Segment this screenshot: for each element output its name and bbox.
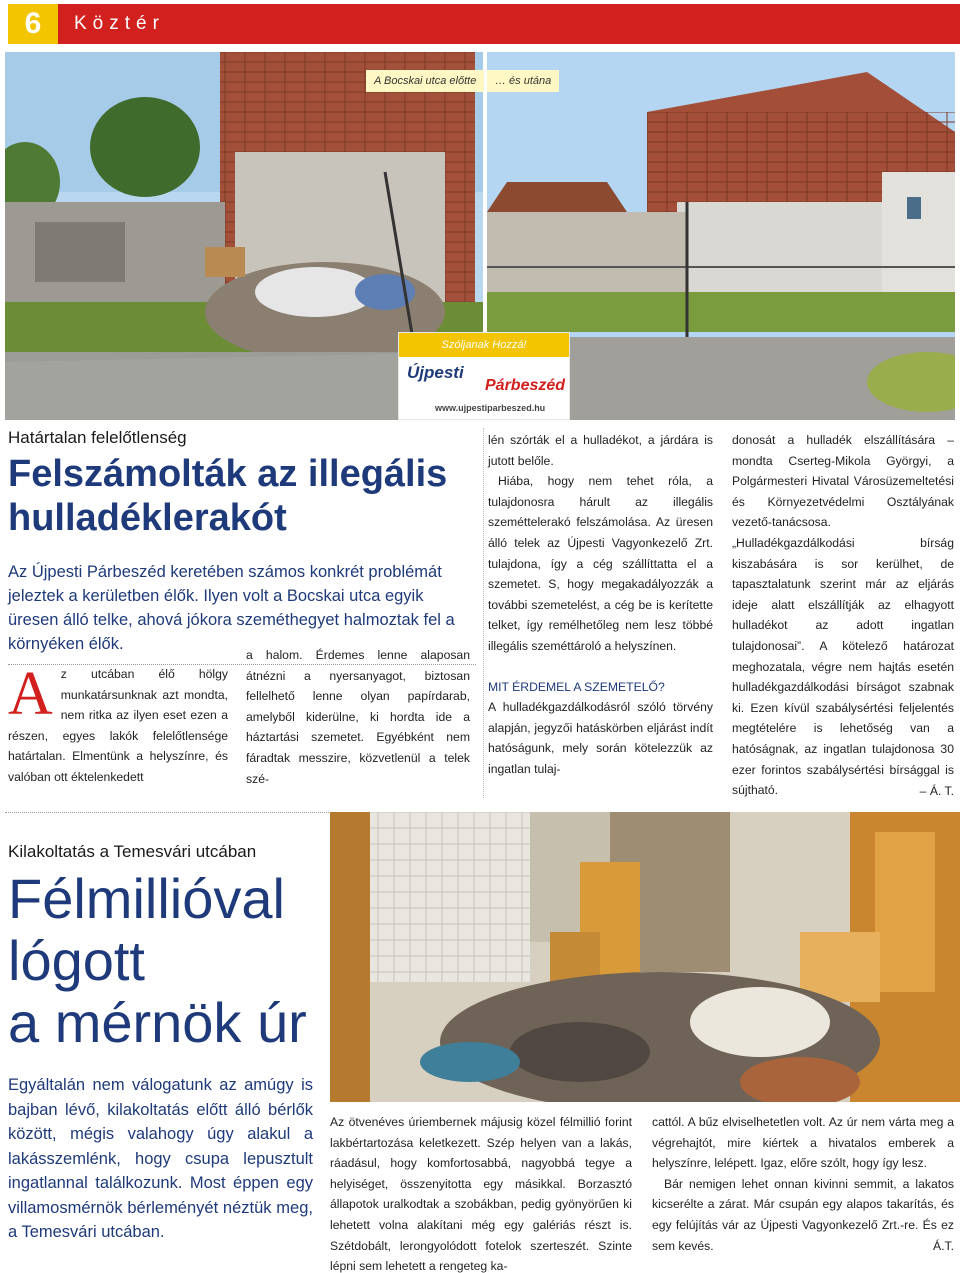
column-divider bbox=[483, 428, 484, 798]
badge-url: www.ujpestiparbeszed.hu bbox=[435, 403, 546, 413]
article2-lead: Egyáltalán nem válogatunk az amúgy is bajban lévő, kilakoltatás előtt álló bérlők között, mégis valahogy úgy alakul a lakásszemlénk, hogy csupa lepusztult ingatlannal találkozunk. Most éppen egy villamosmérnök bérleményét néztük meg, a Temesvári utcában. bbox=[8, 1076, 313, 1241]
article1-col4-p1: donosát a hulladék elszállítására – mondta Cserteg-Mikola Györgyi, a Polgármesteri Hivatal Városüzemeltetési és Környezetvédelmi Osztályának vezető-tanácsosa. „Hulladékgazdálkodási bírság kiszabására is sor kerülhet, de tapasztalatunk szerint már az eljárás ideje alatt elszállítják az elhagyott hulladékot az adott ingatlan tulajdonosai”. A kötelező határozat meghozatala, végre nem hajtás esetén hulladékgazdálkodási bírságot szabnak ki. Ezen kívül szabálysértési feljelentés megtételére is lehetőség van a hatóságnak, az ingatlan tulajdonosa 30 ezer forintos szabálysértési bírsággal is sújtható. bbox=[732, 433, 954, 798]
article1-col3-p2: Hiába, hogy nem tehet róla, a tulajdonosra hárult az illegális szeméttelerakó felszámolása. Az üresen álló telek az Újpesti Vagyonkezelő Zrt. tulajdona, így a cég szállíttatta el a szemetet. S, hogy megakadályozzák a további szemetelést, a cég be is kerítette telket, így remélhetőleg nem lesz többé illegális szeméttároló a helyszínen. bbox=[488, 474, 713, 653]
article1-col3-subhead: MIT ÉRDEMEL A SZEMETELŐ? bbox=[488, 679, 665, 694]
article2-col2-p2: Bár nemigen lehet onnan kivinni semmit, a lakatos kicserélte a zárat. Már csupán egy alapos takarítás, és egy felújítás vár az Újpesti Vagyonkezelő Zrt.-re. És ez sem kevés. bbox=[652, 1176, 954, 1253]
badge-logo-line2: Párbeszéd bbox=[485, 377, 566, 394]
article2-headline bbox=[8, 868, 338, 1054]
badge-tagline: Szóljanak Hozzá! bbox=[399, 333, 569, 357]
article2-col1-text: Az ötvenéves úriembernek májusig közel félmillió forint lakbértartozása keletkezett. Szép helyen van a lakás, ráadásul, hogy komfortosabbá, nagyobbá tegye a helyiséget, összenyitotta egy másikkal. Borzasztó állapotok uralkodtak a szobákban, pedig gyönyörűen ki lehetett volna alakítani még egy galériás részt is. Szétdobált, lerongyolódott fotelok szerteszét. Szinte lépni sem lehetett a rengeteg ka- bbox=[330, 1115, 632, 1273]
photo-apartment bbox=[330, 812, 960, 1102]
article1-kicker: Határtalan felelőtlenség bbox=[8, 428, 187, 447]
caption-after: … és utána bbox=[487, 70, 559, 92]
article1-headline: Felszámolták az illegális hulladéklerakót bbox=[8, 453, 448, 539]
article1-col3-p1: lén szórták el a hulladékot, a járdára is jutott belőle. bbox=[488, 433, 713, 468]
article1-col2-text: a halom. Érdemes lenne alaposan átnézni a nyersanyagot, biztosan fellelhető lenne olyan papírdarab, amelyből kiderülne, ki hordta ide a háztartási szemetet. Egyébként nem fáradtak messzire, közvetlenül a telek szé- bbox=[246, 648, 470, 786]
article1-lead: Az Újpesti Párbeszéd keretében számos konkrét problémát jeleztek a kerületben élők. Ilyen volt a Bocskai utca egyik üresen álló telke, ahová jókora szeméthegyet halmoztak fel a környéken élők. bbox=[8, 563, 455, 653]
article1-col1 bbox=[8, 660, 228, 788]
page-header bbox=[0, 0, 960, 44]
article1-col2 bbox=[246, 645, 470, 789]
ujpesti-parbeszed-badge bbox=[398, 332, 570, 420]
article1-signature: – Á. T. bbox=[919, 783, 954, 798]
badge-logo-line1: Újpesti bbox=[407, 363, 464, 382]
article2-col1 bbox=[330, 1112, 632, 1273]
article1-col1-text: z utcában élő hölgy munkatársunknak azt mondta, nem ritka az ilyen eset ezen a részen, egyes lakók felelőtlensége határtalan. Elmentünk a helyszínre, és valóban ott éktelenkedett bbox=[8, 667, 228, 784]
page-number: 6 bbox=[8, 4, 58, 44]
article1-col3 bbox=[488, 430, 713, 780]
article1-col4 bbox=[732, 430, 954, 801]
article1-col3-p3: A hulladékgazdálkodásról szóló törvény alapján, jegyzői hatáskörben eljárást indít hatóságunk, mely során kötelezzük az ingatlan tulaj- bbox=[488, 700, 713, 776]
caption-before: A Bocskai utca előtte bbox=[366, 70, 484, 92]
article2-signature: Á.T. bbox=[933, 1239, 954, 1254]
article2-col2-p1: cattól. A bűz elviselhetetlen volt. Az úr nem várta meg a végrehajtót, mire kiértek a hivatalos emberek a helyszínre, lelépett. Igaz, előre szólt, hogy így lesz. bbox=[652, 1115, 954, 1171]
article2-headline-l2: lógott bbox=[8, 929, 145, 992]
photo-apartment-illustration bbox=[330, 812, 960, 1102]
article2-headline-l3: a mérnök úr bbox=[8, 991, 307, 1054]
article2-col2 bbox=[652, 1112, 954, 1257]
dropcap: A bbox=[8, 660, 53, 728]
section-title: Köztér bbox=[58, 4, 960, 44]
article2-headline-l1: Félmillióval bbox=[8, 867, 285, 930]
article2-kicker: Kilakoltatás a Temesvári utcában bbox=[8, 842, 257, 861]
